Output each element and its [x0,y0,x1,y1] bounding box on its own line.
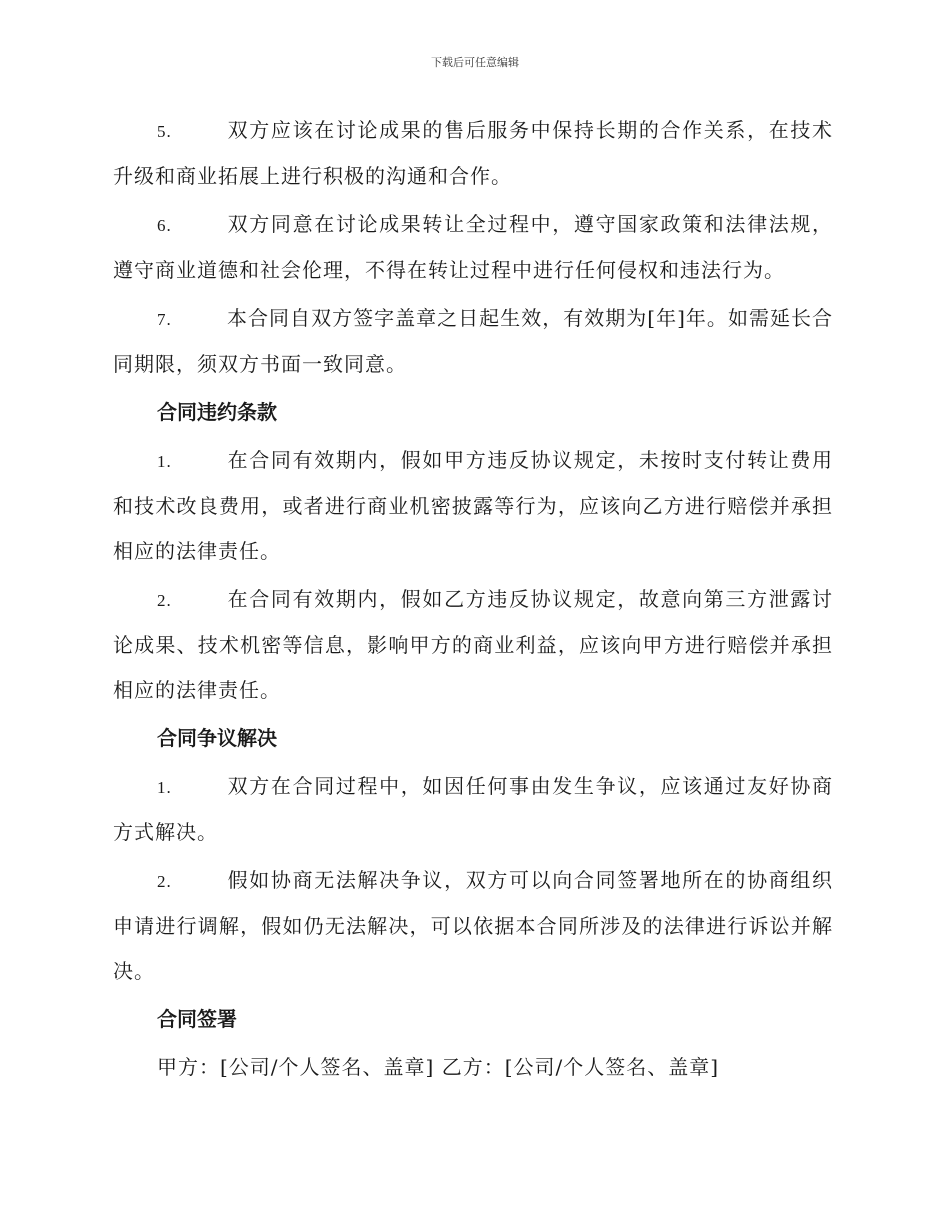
breach-clause-2 [113,577,833,713]
dispute-clause-1 [113,764,833,855]
clause-number: 7. [157,310,172,329]
clause-number: 5. [157,122,172,141]
clause-5 [113,108,833,199]
clause-number: 1. [157,452,172,471]
clause-text: 双方同意在讨论成果转让全过程中，遵守国家政策和法律法规，遵守商业道德和社会伦理，不得在转让过程中进行任何侵权和违法行为。 [113,212,833,282]
clause-text: 双方在合同过程中，如因任何事由发生争议，应该通过友好协商方式解决。 [113,774,833,844]
section-heading-dispute: 合同争议解决 [157,726,277,750]
clause-number: 1. [157,778,172,797]
clause-number: 2. [157,872,172,891]
clause-6 [113,202,833,293]
clause-text: 本合同自双方签字盖章之日起生效，有效期为[年]年。如需延长合同期限，须双方书面一致同意。 [113,306,833,376]
clause-7 [113,296,833,387]
section-heading-breach: 合同违约条款 [157,400,277,424]
signature-line: 甲方：[公司/个人签名、盖章] 乙方：[公司/个人签名、盖章] [157,1055,720,1079]
clause-text: 假如协商无法解决争议，双方可以向合同签署地所在的协商组织申请进行调解，假如仍无法解决，可以依据本合同所涉及的法律进行诉讼并解决。 [113,868,833,983]
page-header: 下载后可任意编辑 [431,56,519,69]
clause-text: 双方应该在讨论成果的售后服务中保持长期的合作关系，在技术升级和商业拓展上进行积极的沟通和合作。 [113,118,833,188]
clause-text: 在合同有效期内，假如甲方违反协议规定，未按时支付转让费用和技术改良费用，或者进行商业机密披露等行为，应该向乙方进行赔偿并承担相应的法律责任。 [113,448,833,563]
document-body [113,108,833,1090]
clause-number: 2. [157,591,172,610]
dispute-clause-2 [113,858,833,994]
clause-number: 6. [157,216,172,235]
clause-text: 在合同有效期内，假如乙方违反协议规定，故意向第三方泄露讨论成果、技术机密等信息，影响甲方的商业利益，应该向甲方进行赔偿并承担相应的法律责任。 [113,587,833,702]
breach-clause-1 [113,438,833,574]
section-heading-signing: 合同签署 [157,1007,237,1031]
